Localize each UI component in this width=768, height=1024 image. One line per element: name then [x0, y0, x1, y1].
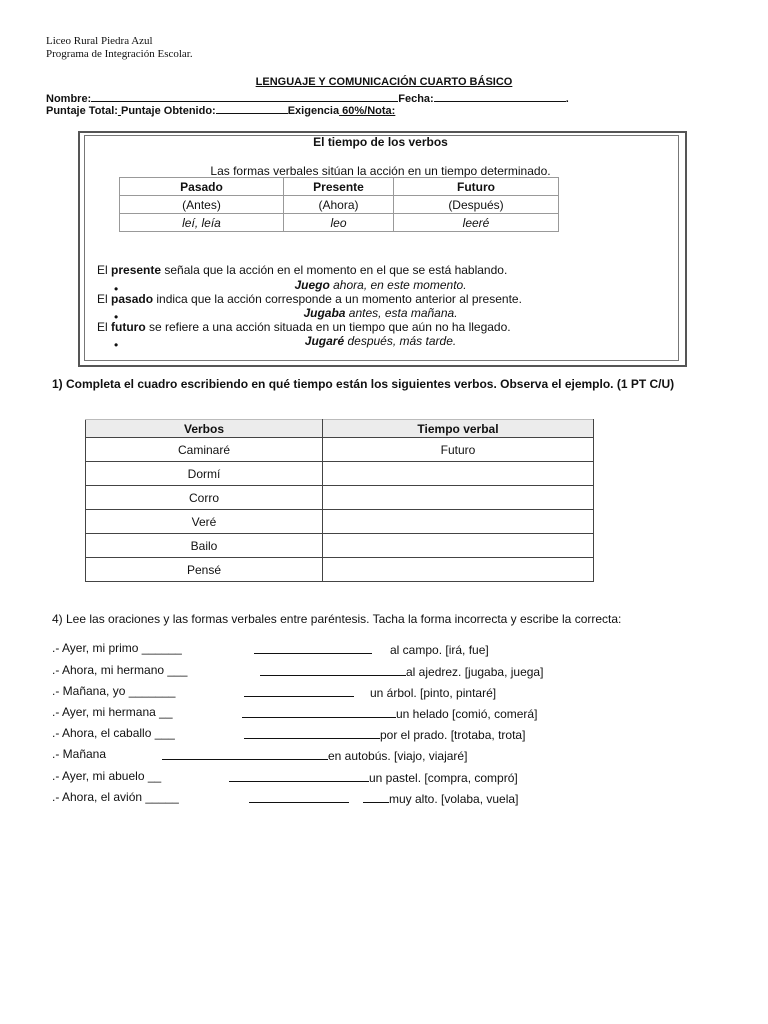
answer-blank[interactable]	[162, 747, 328, 760]
tense-table	[119, 177, 559, 232]
futuro-explanation: El futuro se refiere a una acción situada en un tiempo que aún no ha llegado.	[97, 320, 511, 334]
term-presente: presente	[111, 263, 162, 277]
sentence-line-end: al ajedrez. [jugaba, juega]	[260, 663, 543, 679]
school-name: Liceo Rural Piedra Azul	[46, 35, 153, 47]
answer-blank[interactable]	[260, 663, 406, 676]
verb-cell: Bailo	[86, 534, 323, 558]
answer-blank[interactable]	[244, 684, 354, 697]
sentence-line: .- Ayer, mi primo ______	[52, 641, 182, 655]
bullet-icon: •	[114, 310, 119, 324]
school-heading	[46, 35, 193, 61]
tense-example: leeré	[394, 214, 559, 232]
tense-header: Futuro	[394, 178, 559, 196]
sentence-line-end: por el prado. [trotaba, trota]	[244, 726, 525, 742]
bullet-icon: •	[114, 282, 119, 296]
answer-cell[interactable]	[323, 486, 594, 510]
sentence-line-end: un árbol. [pinto, pintaré]	[244, 684, 496, 700]
presente-explanation: El presente señala que la acción en el momento en el que se está hablando.	[97, 263, 508, 277]
tense-example: leo	[284, 214, 394, 232]
tense-column-header: Tiempo verbal	[323, 420, 594, 438]
exigencia-label: Exigencia	[287, 105, 340, 117]
answer-blank-extra[interactable]	[363, 790, 389, 803]
tense-cell: (Antes)	[120, 196, 284, 214]
answer-blank[interactable]	[242, 705, 396, 718]
sentence-line: .- Ahora, mi hermano ___	[52, 663, 188, 677]
answer-cell[interactable]	[323, 558, 594, 582]
fecha-end: .	[565, 93, 569, 105]
question-1-prompt: 1) Completa el cuadro escribiendo en qué tiempo están los siguientes verbos. Observa el ejemplo. (1 PT C/U)	[52, 377, 675, 391]
sentence-line: .- Ahora, el avión _____	[52, 790, 179, 804]
theory-title: El tiempo de los verbos	[313, 135, 448, 149]
nombre-label: Nombre:	[46, 93, 92, 105]
answer-cell: Futuro	[323, 438, 594, 462]
answer-cell[interactable]	[323, 462, 594, 486]
term-pasado: pasado	[111, 292, 154, 306]
answer-blank[interactable]	[244, 726, 380, 739]
sentence-line: .- Mañana	[52, 747, 107, 761]
pasado-example: Jugaba antes, esta mañana.	[303, 306, 458, 320]
tense-header: Pasado	[120, 178, 284, 196]
puntaje-obtenido-blank[interactable]	[216, 101, 288, 114]
verb-cell: Caminaré	[86, 438, 323, 462]
answer-blank[interactable]	[254, 641, 372, 654]
answer-cell[interactable]	[323, 534, 594, 558]
presente-example: Juego ahora, en este momento.	[294, 278, 467, 292]
sentence-line: .- Ahora, el caballo ___	[52, 726, 175, 740]
fecha-label: Fecha:	[398, 93, 434, 105]
verb-cell: Dormí	[86, 462, 323, 486]
tense-cell: (Después)	[394, 196, 559, 214]
score-row	[46, 101, 736, 117]
term-futuro: futuro	[111, 320, 146, 334]
sentence-line-end: al campo. [irá, fue]	[254, 641, 489, 657]
bullet-icon: •	[114, 338, 119, 352]
answer-blank[interactable]	[229, 769, 369, 782]
verbs-column-header: Verbos	[86, 420, 323, 438]
tense-cell: (Ahora)	[284, 196, 394, 214]
answer-blank[interactable]	[249, 790, 349, 803]
tense-header: Presente	[284, 178, 394, 196]
sentence-line: .- Ayer, mi hermana __	[52, 705, 173, 719]
answer-cell[interactable]	[323, 510, 594, 534]
puntaje-obtenido-label: Puntaje Obtenido:	[120, 105, 216, 117]
question-4-prompt: 4) Lee las oraciones y las formas verbales entre paréntesis. Tacha la forma incorrecta y escribe la correcta:	[52, 612, 622, 626]
verb-cell: Veré	[86, 510, 323, 534]
exigencia-value: 60%/Nota:	[339, 105, 396, 117]
verb-cell: Corro	[86, 486, 323, 510]
sentence-line: .- Ayer, mi abuelo __	[52, 769, 162, 783]
verb-cell: Pensé	[86, 558, 323, 582]
pasado-explanation: El pasado indica que la acción corresponde a un momento anterior al presente.	[97, 292, 522, 306]
puntaje-total-label: Puntaje Total:	[46, 105, 118, 117]
worksheet-title: LENGUAJE Y COMUNICACIÓN CUARTO BÁSICO	[255, 76, 513, 88]
program-name: Programa de Integración Escolar.	[46, 48, 193, 60]
futuro-example: Jugaré después, más tarde.	[304, 334, 457, 348]
theory-intro: Las formas verbales sitúan la acción en un tiempo determinado.	[210, 164, 551, 178]
sentence-line-end: un helado [comió, comerá]	[242, 705, 537, 721]
sentence-line-end: en autobús. [viajo, viajaré]	[162, 747, 467, 763]
sentence-line-end: muy alto. [volaba, vuela]	[249, 790, 518, 806]
sentence-line: .- Mañana, yo _______	[52, 684, 176, 698]
tense-example: leí, leía	[120, 214, 284, 232]
sentence-line-end: un pastel. [compra, compró]	[229, 769, 518, 785]
verb-tense-table	[85, 419, 594, 582]
